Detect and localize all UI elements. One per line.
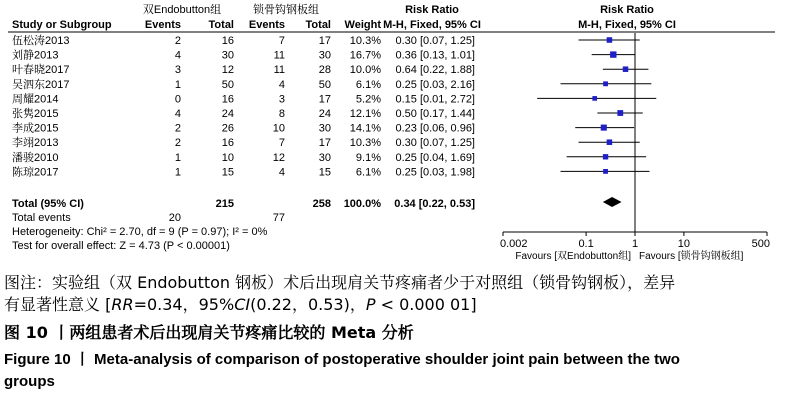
total-group1: 30 <box>221 49 234 62</box>
favours-left-label: Favours [双Endobutton组] <box>515 251 631 262</box>
col-plot-method: M-H, Fixed, 95% CI <box>578 19 676 31</box>
events-group1: 4 <box>174 49 181 62</box>
study-weight: 10.3% <box>349 137 381 150</box>
study-marker <box>601 125 607 131</box>
col-events-2: Events <box>248 19 285 31</box>
total-group1: 16 <box>221 137 234 150</box>
col-events-1: Events <box>144 19 181 31</box>
events-group2: 12 <box>272 151 285 164</box>
total-group2: 50 <box>318 78 331 91</box>
study-weight: 10.3% <box>349 35 381 47</box>
total-group1: 16 <box>221 35 234 47</box>
events-group1: 3 <box>174 64 181 77</box>
total-group1: 24 <box>221 108 234 120</box>
study-marker <box>610 51 616 57</box>
study-name: 陈琼2017 <box>12 166 59 179</box>
events-group2: 10 <box>272 122 285 135</box>
total-group2: 17 <box>318 137 331 150</box>
risk-ratio-ci: 0.25 [0.03, 1.98] <box>395 166 475 179</box>
total-events-group1: 20 <box>168 212 181 224</box>
total-group1: 15 <box>221 166 234 179</box>
study-marker <box>592 96 597 101</box>
study-marker <box>603 154 608 159</box>
study-weight: 10.0% <box>349 64 381 77</box>
study-name: 张隽2015 <box>12 108 59 120</box>
x-tick-label: 0.002 <box>500 238 528 250</box>
total-group2: 24 <box>318 108 331 120</box>
risk-ratio-header: Risk Ratio <box>405 4 459 16</box>
total-label: Total (95% CI) <box>12 198 84 210</box>
figure-note-line-2 <box>4 294 792 315</box>
events-group1: 1 <box>174 78 181 91</box>
study-weight: 12.1% <box>349 108 381 120</box>
x-tick-label: 1 <box>631 238 639 250</box>
study-marker <box>603 81 608 86</box>
risk-ratio-ci: 0.25 [0.04, 1.69] <box>395 151 475 164</box>
total-n-group2: 258 <box>312 198 331 210</box>
study-weight: 14.1% <box>349 122 381 135</box>
total-events-label: Total events <box>12 212 71 224</box>
col-total-1: Total <box>208 19 234 31</box>
figure-title-en-line-1: Figure 10 丨 Meta-analysis of comparison of postoperative shoulder joint pain between the two <box>4 351 680 368</box>
study-name: 吴泗东2017 <box>12 78 70 91</box>
study-weight: 16.7% <box>349 49 381 62</box>
study-marker <box>617 110 623 116</box>
risk-ratio-ci: 0.25 [0.03, 2.16] <box>395 78 475 91</box>
study-name: 李翊2013 <box>12 137 59 150</box>
risk-ratio-ci: 0.50 [0.17, 1.44] <box>395 108 475 120</box>
events-group1: 2 <box>174 137 181 150</box>
total-group2: 30 <box>318 122 331 135</box>
study-name: 刘静2013 <box>12 49 59 62</box>
events-group1: 2 <box>174 35 181 47</box>
risk-ratio-ci: 0.64 [0.22, 1.88] <box>395 64 475 77</box>
total-group2: 28 <box>318 64 331 77</box>
x-tick-label: 10 <box>677 238 691 250</box>
study-weight: 5.2% <box>355 93 381 106</box>
col-total-2: Total <box>305 19 331 31</box>
events-group1: 2 <box>174 122 181 135</box>
rr-value: =0.34，95% <box>133 295 235 314</box>
risk-ratio-ci: 0.30 [0.07, 1.25] <box>395 137 475 150</box>
total-group2: 17 <box>318 35 331 47</box>
events-group2: 7 <box>278 137 285 150</box>
favours-right-label: Favours [锁骨钩钢板组] <box>639 251 744 262</box>
total-ci: 0.34 [0.22, 0.53] <box>394 198 475 210</box>
events-group2: 3 <box>278 93 285 106</box>
events-group1: 1 <box>174 166 181 179</box>
study-marker <box>623 66 628 71</box>
figure-title-en-line-2: groups <box>4 373 55 390</box>
study-name: 周耀2014 <box>12 93 59 106</box>
risk-ratio-ci: 0.23 [0.06, 0.96] <box>395 122 475 135</box>
p-label: P <box>365 295 376 314</box>
col-rr-method: M-H, Fixed, 95% CI <box>383 19 481 31</box>
study-marker <box>607 139 613 145</box>
rr-label: RR <box>111 295 134 314</box>
study-weight: 6.1% <box>355 166 381 179</box>
risk-ratio-ci: 0.30 [0.07, 1.25] <box>395 35 475 47</box>
study-marker <box>607 37 613 43</box>
x-tick-label: 0.1 <box>578 238 594 250</box>
total-events-group2: 77 <box>272 212 285 224</box>
events-group1: 1 <box>174 151 181 164</box>
events-group2: 11 <box>273 49 285 62</box>
total-group1: 10 <box>221 151 234 164</box>
figure-note-line-1: 图注：实验组（双 Endobutton 钢板）术后出现肩关节疼痛者少于对照组（锁骨钩钢板），差异 <box>4 273 676 292</box>
overall-effect-text: Test for overall effect: Z = 4.73 (P < 0.00001) <box>12 240 230 252</box>
note-prefix: 有显著性意义 [ <box>4 295 112 314</box>
total-group1: 16 <box>221 93 234 106</box>
events-group1: 4 <box>174 108 181 120</box>
events-group2: 4 <box>278 78 285 91</box>
total-group2: 17 <box>318 93 331 106</box>
group2-name: 锁骨钩钢板组 <box>253 4 319 16</box>
study-name: 潘骏2010 <box>12 151 59 164</box>
x-tick-label: 500 <box>751 238 770 250</box>
total-group1: 50 <box>221 78 234 91</box>
group1-name: 双Endobutton组 <box>142 4 222 16</box>
study-marker <box>603 169 608 174</box>
figure-title-zh: 图 10 丨两组患者术后出现肩关节疼痛比较的 Meta 分析 <box>4 323 414 342</box>
risk-ratio-ci: 0.36 [0.13, 1.01] <box>395 49 475 62</box>
col-study: Study or Subgroup <box>12 19 112 31</box>
study-weight: 6.1% <box>355 78 381 91</box>
study-name: 叶春晓2017 <box>12 64 70 77</box>
ci-label: CI <box>234 295 251 314</box>
study-name: 伍松涛2013 <box>12 35 70 47</box>
heterogeneity-text: Heterogeneity: Chi² = 2.70, df = 9 (P = 0.97); I² = 0% <box>12 226 268 238</box>
plot-header: Risk Ratio <box>600 4 654 16</box>
events-group2: 7 <box>278 35 285 47</box>
events-group2: 8 <box>278 108 285 120</box>
events-group1: 0 <box>174 93 181 106</box>
total-n-group1: 215 <box>215 198 234 210</box>
total-weight: 100.0% <box>343 198 381 210</box>
risk-ratio-ci: 0.15 [0.01, 2.72] <box>395 93 475 106</box>
p-value: < 0.000 01] <box>375 295 477 314</box>
total-group1: 26 <box>221 122 234 135</box>
total-group1: 12 <box>221 64 234 77</box>
pooled-diamond <box>603 197 622 207</box>
events-group2: 11 <box>273 64 285 77</box>
study-weight: 9.1% <box>355 151 381 164</box>
total-group2: 15 <box>318 166 331 179</box>
total-group2: 30 <box>318 151 331 164</box>
col-weight: Weight <box>344 19 381 31</box>
events-group2: 4 <box>278 166 285 179</box>
study-name: 李成2015 <box>12 122 59 135</box>
total-group2: 30 <box>318 49 331 62</box>
ci-value: (0.22，0.53)， <box>250 295 366 314</box>
